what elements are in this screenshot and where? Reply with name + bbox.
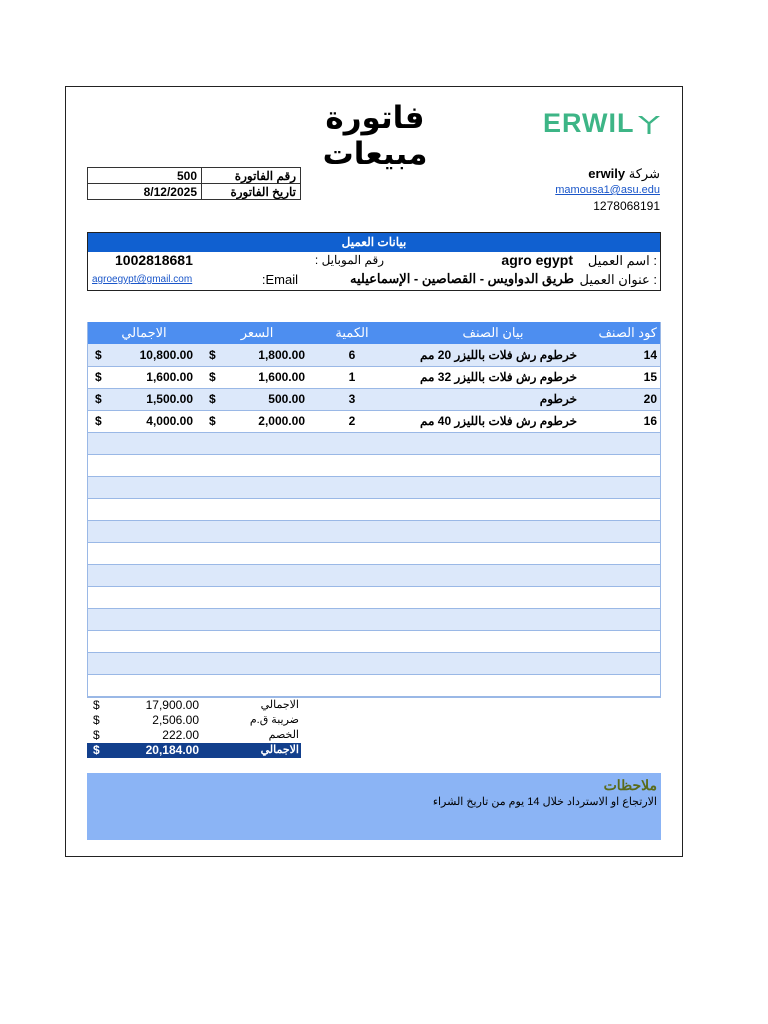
items-body: [87, 344, 661, 696]
table-row: [87, 410, 661, 432]
row-price-currency: $: [209, 392, 216, 406]
notes-box: [87, 773, 661, 840]
row-price-cell: [201, 432, 313, 454]
row-total-cell: [87, 410, 201, 432]
row-price: 500.00: [268, 392, 305, 406]
totals-table: [87, 698, 301, 758]
discount-currency: $: [93, 728, 100, 742]
row-price-cell: [201, 608, 313, 630]
row-total-cell: [87, 674, 201, 696]
row-code: [595, 498, 661, 520]
row-price-currency: $: [209, 414, 216, 428]
invoice-date: 8/12/2025: [88, 184, 202, 200]
customer-address: طريق الدواويس - القصاصين - الإسماعيليه: [350, 271, 574, 286]
row-qty: [313, 608, 391, 630]
row-price-cell: [201, 674, 313, 696]
row-desc: [391, 564, 595, 586]
row-qty: 1: [313, 366, 391, 388]
invoice-number-row: [88, 168, 301, 184]
table-row: [87, 652, 661, 674]
row-desc: [391, 520, 595, 542]
customer-name: agro egypt: [501, 252, 573, 268]
header-total: الاجمالي: [87, 322, 201, 344]
row-total-cell: [87, 542, 201, 564]
customer-name-label: اسم العميل :: [587, 253, 657, 268]
table-row: [87, 564, 661, 586]
table-row: [87, 586, 661, 608]
tax-row: [87, 713, 301, 728]
row-total-cell: [87, 476, 201, 498]
customer-email-label: :Email: [261, 272, 298, 287]
row-qty: [313, 674, 391, 696]
row-total-currency: $: [95, 347, 102, 362]
row-price-cell: [201, 586, 313, 608]
invoice-title: فاتورة مبيعات: [322, 100, 428, 172]
row-price-cell: [201, 344, 313, 366]
items-header-row: [87, 322, 661, 344]
row-desc: خرطوم: [391, 388, 595, 410]
company-name: erwily: [588, 166, 626, 181]
row-total-cell: [87, 366, 201, 388]
table-row: [87, 388, 661, 410]
row-price-cell: [201, 454, 313, 476]
row-price-cell: [201, 476, 313, 498]
row-total-cell: [87, 608, 201, 630]
grand-total-row: [87, 743, 301, 758]
row-qty: [313, 630, 391, 652]
row-desc: [391, 586, 595, 608]
row-code: 20: [595, 388, 661, 410]
row-desc: [391, 432, 595, 454]
row-price-cell: [201, 410, 313, 432]
table-row: [87, 454, 661, 476]
grand-total-label: الاجمالي: [201, 743, 301, 758]
row-qty: 6: [313, 344, 391, 366]
row-code: [595, 630, 661, 652]
notes-title: ملاحظات: [603, 777, 657, 793]
row-total-cell: [87, 520, 201, 542]
company-info: [500, 166, 660, 214]
row-desc: [391, 630, 595, 652]
row-desc: [391, 498, 595, 520]
row-desc: خرطوم رش فلات بالليزر 32 مم: [391, 366, 595, 388]
invoice-date-row: [88, 184, 301, 200]
row-price: 1,800.00: [258, 347, 305, 362]
discount-row: [87, 728, 301, 743]
row-price: 2,000.00: [258, 414, 305, 428]
customer-mobile: 1002818681: [115, 252, 193, 268]
row-qty: [313, 542, 391, 564]
discount-value: 222.00: [162, 728, 199, 742]
logo-text: ERWIL: [543, 108, 635, 138]
company-logo: [543, 108, 661, 139]
table-row: [87, 674, 661, 696]
row-desc: خرطوم رش فلات بالليزر 40 مم: [391, 410, 595, 432]
customer-row-2: [88, 271, 660, 290]
tax-value: 2,506.00: [152, 713, 199, 727]
table-row: [87, 432, 661, 454]
row-qty: [313, 586, 391, 608]
row-total-cell: [87, 498, 201, 520]
header-price: السعر: [201, 322, 313, 344]
invoice-number-label: رقم الفاتورة: [202, 168, 301, 184]
row-qty: [313, 454, 391, 476]
row-total-cell: [87, 586, 201, 608]
row-code: [595, 586, 661, 608]
table-row: [87, 476, 661, 498]
header-desc: بيان الصنف: [391, 322, 595, 344]
row-total-currency: $: [95, 392, 102, 406]
company-email[interactable]: mamousa1@asu.edu: [555, 184, 660, 196]
row-code: [595, 520, 661, 542]
row-total-cell: [87, 432, 201, 454]
subtotal-row: [87, 698, 301, 713]
header-qty: الكمية: [313, 322, 391, 344]
row-price-cell: [201, 366, 313, 388]
discount-label: الخصم: [268, 729, 299, 741]
customer-row-1: [88, 252, 660, 271]
table-row: [87, 542, 661, 564]
row-code: [595, 652, 661, 674]
notes-text: الارتجاع او الاسترداد خلال 14 يوم من تاريخ الشراء: [432, 796, 657, 808]
row-code: [595, 608, 661, 630]
company-phone: 1278068191: [593, 199, 660, 213]
subtotal-label: الاجمالي: [260, 699, 299, 711]
row-qty: [313, 476, 391, 498]
row-total-cell: [87, 388, 201, 410]
row-price-cell: [201, 498, 313, 520]
row-qty: 3: [313, 388, 391, 410]
customer-email[interactable]: agroegypt@gmail.com: [92, 274, 193, 285]
row-code: [595, 454, 661, 476]
row-code: [595, 542, 661, 564]
row-qty: 2: [313, 410, 391, 432]
row-total: 10,800.00: [139, 347, 193, 362]
row-price-currency: $: [209, 370, 216, 384]
row-code: 16: [595, 410, 661, 432]
row-price-currency: $: [209, 347, 216, 362]
row-total-currency: $: [95, 414, 102, 428]
row-desc: [391, 608, 595, 630]
grand-currency: $: [87, 743, 107, 758]
logo-y-icon: [637, 113, 661, 135]
row-desc: [391, 454, 595, 476]
row-code: [595, 476, 661, 498]
table-row: [87, 344, 661, 366]
row-qty: [313, 564, 391, 586]
company-name-line: [500, 166, 660, 182]
customer-address-label: عنوان العميل :: [579, 272, 657, 287]
subtotal-currency: $: [93, 698, 100, 712]
tax-label: ضريبة ق.م: [249, 714, 299, 726]
table-row: [87, 366, 661, 388]
row-total: 1,500.00: [146, 392, 193, 406]
grand-total-value: 20,184.00: [107, 743, 201, 758]
table-row: [87, 498, 661, 520]
customer-section-title: بيانات العميل: [88, 233, 660, 252]
table-row: [87, 608, 661, 630]
invoice-number: 500: [88, 168, 202, 184]
row-code: 14: [595, 344, 661, 366]
header-code: كود الصنف: [595, 322, 661, 344]
row-qty: [313, 432, 391, 454]
row-total: 1,600.00: [146, 370, 193, 384]
row-price-cell: [201, 388, 313, 410]
row-qty: [313, 520, 391, 542]
row-qty: [313, 652, 391, 674]
row-total-currency: $: [95, 370, 102, 384]
row-code: [595, 564, 661, 586]
row-desc: خرطوم رش فلات بالليزر 20 مم: [391, 344, 595, 366]
row-total-cell: [87, 652, 201, 674]
tax-currency: $: [93, 713, 100, 727]
row-qty: [313, 498, 391, 520]
invoice-meta: [87, 167, 301, 200]
row-code: [595, 432, 661, 454]
row-desc: [391, 542, 595, 564]
row-price-cell: [201, 542, 313, 564]
row-total-cell: [87, 454, 201, 476]
row-code: 15: [595, 366, 661, 388]
items-table: [87, 322, 661, 697]
row-total: 4,000.00: [146, 414, 193, 428]
table-row: [87, 630, 661, 652]
row-total-cell: [87, 630, 201, 652]
row-price-cell: [201, 630, 313, 652]
row-price-cell: [201, 520, 313, 542]
row-total-cell: [87, 344, 201, 366]
row-desc: [391, 674, 595, 696]
row-desc: [391, 652, 595, 674]
row-desc: [391, 476, 595, 498]
row-price-cell: [201, 564, 313, 586]
customer-mobile-label: رقم الموبايل :: [314, 253, 384, 267]
customer-block: [87, 232, 661, 291]
invoice-date-label: تاريخ الفاتورة: [202, 184, 301, 200]
subtotal-value: 17,900.00: [145, 698, 199, 712]
company-prefix: شركة: [628, 166, 660, 181]
row-price: 1,600.00: [258, 370, 305, 384]
table-row: [87, 520, 661, 542]
row-total-cell: [87, 564, 201, 586]
row-code: [595, 674, 661, 696]
row-price-cell: [201, 652, 313, 674]
